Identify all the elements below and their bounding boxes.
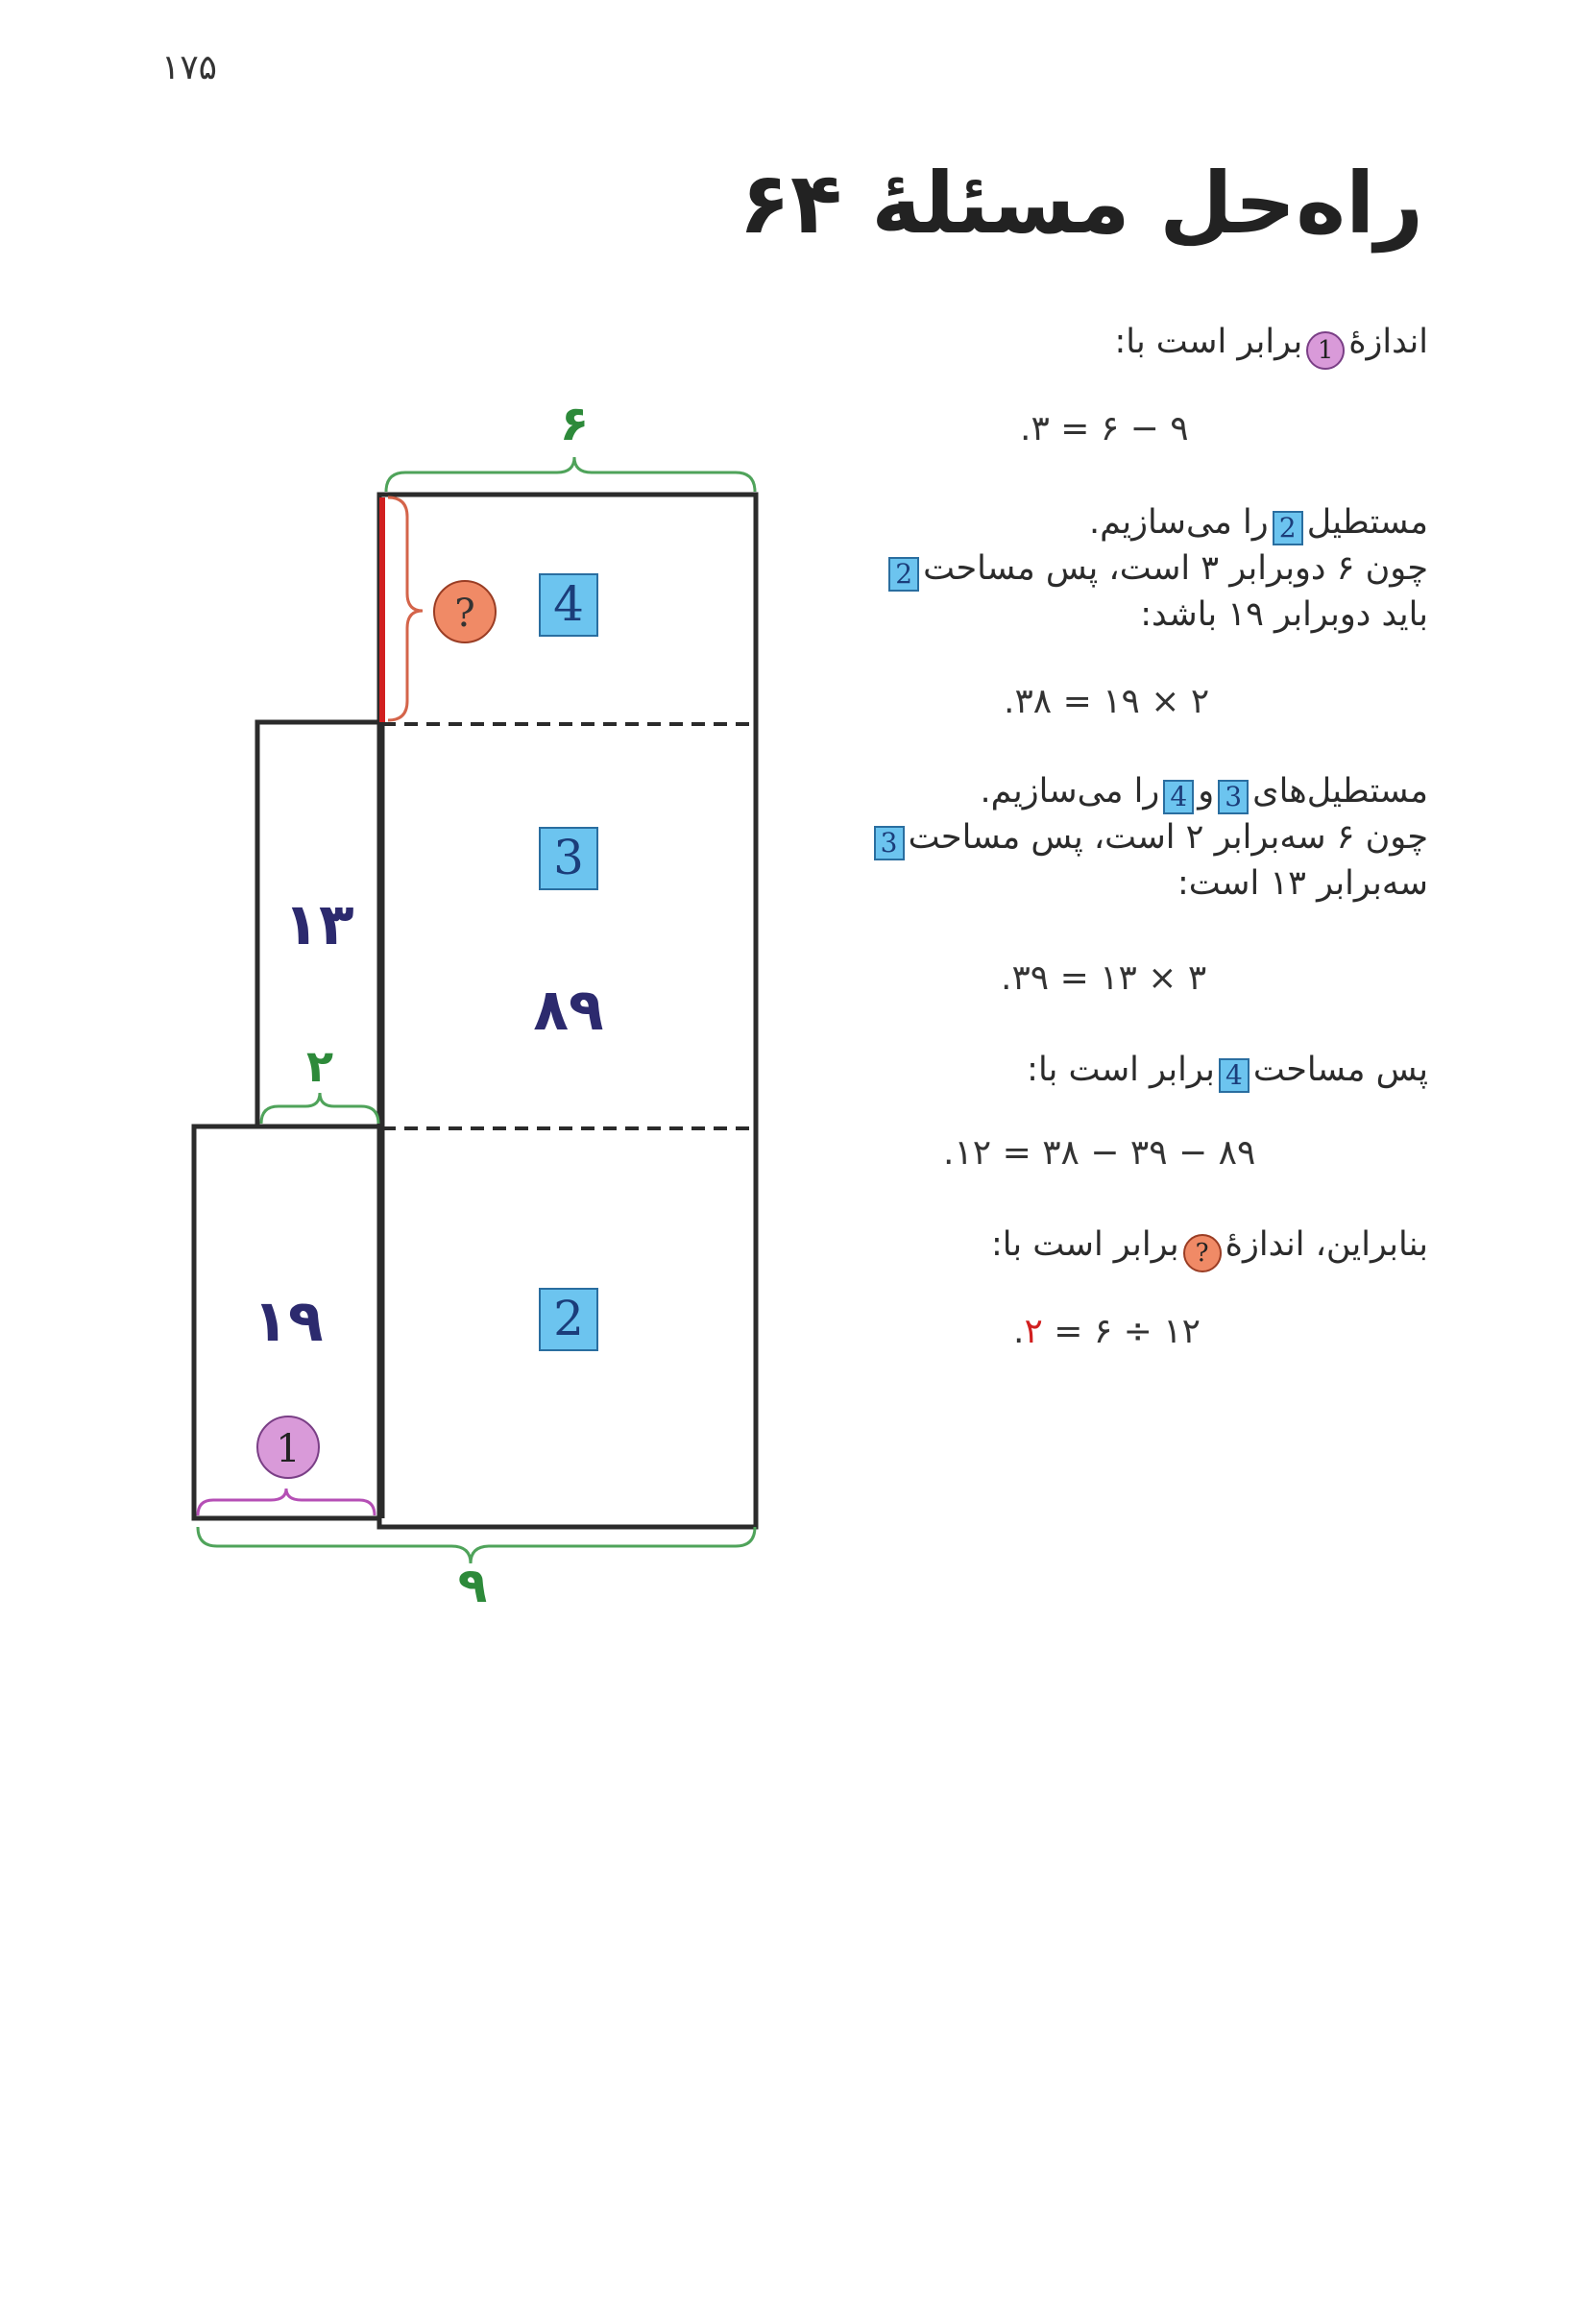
rectangle-diagram <box>0 384 788 1613</box>
bottom-width-label: ۹ <box>457 1558 488 1613</box>
middle-width-label: ۲ <box>305 1040 334 1092</box>
circle-one-icon: 1 <box>1306 331 1345 370</box>
top-brace <box>386 457 755 492</box>
equation-4: ۸۹ − ۳۹ − ۳۸ = ۱۲. <box>943 1133 1256 1173</box>
step-4: پس مساحت4برابر است با: <box>1027 1051 1428 1091</box>
svg-text:2: 2 <box>553 1291 584 1346</box>
rect-4-icon: 4 <box>1219 1058 1249 1093</box>
middle-area-label: ۸۹ <box>533 977 604 1044</box>
equation-5: ۱۲ ÷ ۶ = ۲. <box>1013 1312 1201 1351</box>
rect-2-icon: 2 <box>1273 511 1303 545</box>
left-height-label: ۱۳ <box>283 891 354 958</box>
step-1: اندازهٔ1برابر است با: <box>756 319 1428 370</box>
rect-2-icon: 2 <box>888 557 919 592</box>
question-circle <box>434 581 496 642</box>
equation-1: ۹ − ۶ = ۳. <box>1020 409 1189 448</box>
final-answer: ۲ <box>1024 1312 1043 1351</box>
rect-4-icon: 4 <box>1163 780 1194 814</box>
middle-brace <box>261 1093 378 1124</box>
equation-2: ۲ × ۱۹ = ۳۸. <box>1004 682 1210 721</box>
rect-4-marker <box>540 574 597 636</box>
diagram-lines <box>194 722 382 1518</box>
step-5: بنابراین، اندازهٔ?برابر است با: <box>756 1222 1428 1272</box>
unknown-brace <box>388 497 423 720</box>
rect-3-icon: 3 <box>874 826 905 860</box>
rect-3-marker <box>540 828 597 889</box>
step-2: مستطیل2را می‌سازیم. چون ۶ دوبرابر ۳ است، پس مساحت2 باید دوبرابر ۱۹ باشد: <box>756 499 1428 638</box>
circle-one <box>257 1416 319 1478</box>
step-3: مستطیل‌های3و4را می‌سازیم. چون ۶ سه‌برابر ۲ است، پس مساحت3 سه‌برابر ۱۳ است: <box>756 768 1428 907</box>
equation-3: ۳ × ۱۳ = ۳۹. <box>1001 958 1207 998</box>
segment-one-brace <box>198 1489 375 1515</box>
top-width-label: ۶ <box>559 396 590 451</box>
rect-3-icon: 3 <box>1218 780 1249 814</box>
page-number: ۱۷۵ <box>161 48 218 87</box>
bottom-left-area-label: ۱۹ <box>253 1288 324 1355</box>
svg-text:4: 4 <box>553 576 584 632</box>
rect-2-marker <box>540 1289 597 1350</box>
svg-text:3: 3 <box>553 830 584 885</box>
svg-text:?: ? <box>454 592 475 636</box>
page-title: راه‌حل مسئلهٔ ۶۴ <box>739 154 1423 253</box>
svg-text:1: 1 <box>276 1427 301 1471</box>
question-circle-icon: ? <box>1183 1234 1222 1272</box>
